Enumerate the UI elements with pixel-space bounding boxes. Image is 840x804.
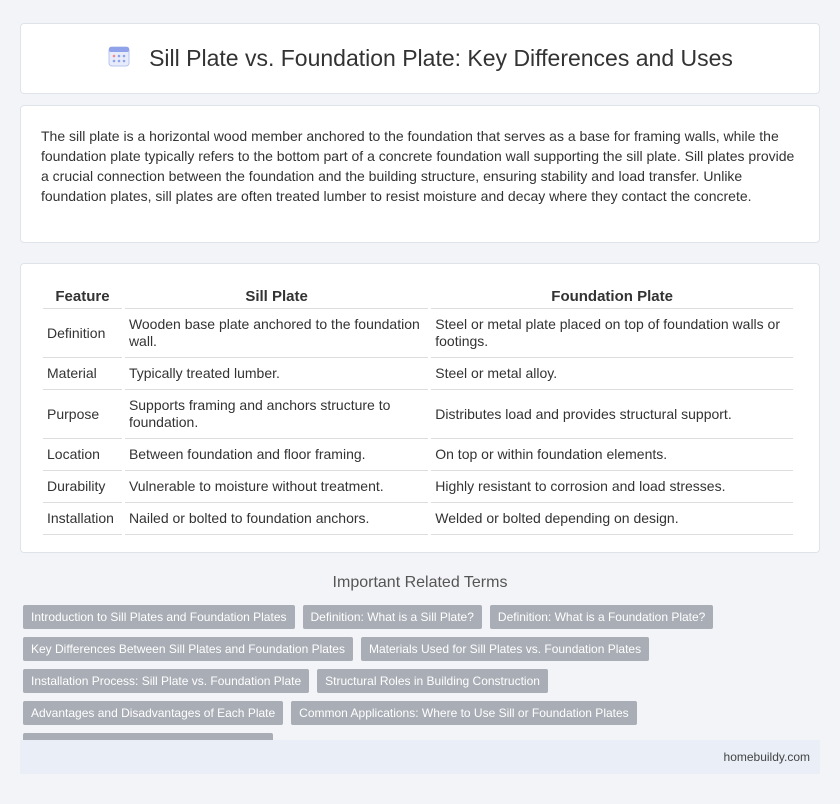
title-wrap <box>107 44 733 73</box>
table-card <box>20 263 820 553</box>
table-header-row <box>43 286 793 309</box>
row-sill-plate: Wooden base plate anchored to the foundation wall. <box>125 309 428 358</box>
header-foundation-plate: Foundation Plate <box>431 286 793 309</box>
related-tag[interactable]: Advantages and Disadvantages of Each Plate <box>23 701 283 725</box>
table-row <box>43 309 793 358</box>
table-row <box>43 390 793 439</box>
table-row <box>43 471 793 503</box>
row-foundation-plate: Welded or bolted depending on design. <box>431 503 793 535</box>
row-feature: Purpose <box>43 390 122 439</box>
row-feature: Material <box>43 358 122 390</box>
calendar-icon <box>107 44 131 73</box>
header-feature: Feature <box>43 286 122 309</box>
table-row <box>43 503 793 535</box>
row-feature: Location <box>43 439 122 471</box>
related-tag[interactable]: Materials Used for Sill Plates vs. Foundation Plates <box>361 637 649 661</box>
row-sill-plate: Nailed or bolted to foundation anchors. <box>125 503 428 535</box>
table-row <box>43 358 793 390</box>
row-sill-plate: Supports framing and anchors structure to foundation. <box>125 390 428 439</box>
row-sill-plate: Vulnerable to moisture without treatment. <box>125 471 428 503</box>
footer <box>20 740 820 774</box>
row-sill-plate: Typically treated lumber. <box>125 358 428 390</box>
row-feature: Installation <box>43 503 122 535</box>
related-tag[interactable]: Structural Roles in Building Construction <box>317 669 548 693</box>
row-foundation-plate: Steel or metal plate placed on top of foundation walls or footings. <box>431 309 793 358</box>
row-feature: Definition <box>43 309 122 358</box>
row-feature: Durability <box>43 471 122 503</box>
row-foundation-plate: Distributes load and provides structural support. <box>431 390 793 439</box>
comparison-table <box>40 286 796 535</box>
related-tag[interactable]: Introduction to Sill Plates and Foundation Plates <box>23 605 295 629</box>
table-row <box>43 439 793 471</box>
intro-text: The sill plate is a horizontal wood member anchored to the foundation that serves as a base for framing walls, while the foundation plate typically refers to the bottom part of a concrete foundation wall supporting the sill plate. Sill plates provide a crucial connection between the foundation and the building structure, ensuring stability and load transfer. Unlike foundation plates, sill plates are often treated lumber to resist moisture and decay where they contact the concrete. <box>41 128 795 204</box>
header-sill-plate: Sill Plate <box>125 286 428 309</box>
page-title: Sill Plate vs. Foundation Plate: Key Differences and Uses <box>149 45 733 71</box>
related-terms-title: Important Related Terms <box>332 574 508 591</box>
row-sill-plate: Between foundation and floor framing. <box>125 439 428 471</box>
related-tag[interactable]: Installation Process: Sill Plate vs. Foundation Plate <box>23 669 309 693</box>
intro-card <box>20 105 820 243</box>
related-tag[interactable]: Common Applications: Where to Use Sill or Foundation Plates <box>291 701 637 725</box>
row-foundation-plate: Steel or metal alloy. <box>431 358 793 390</box>
row-foundation-plate: Highly resistant to corrosion and load stresses. <box>431 471 793 503</box>
related-tag[interactable]: Definition: What is a Sill Plate? <box>303 605 482 629</box>
related-tag[interactable]: Definition: What is a Foundation Plate? <box>490 605 713 629</box>
footer-site[interactable]: homebuildy.com <box>723 750 810 764</box>
header-card <box>20 23 820 94</box>
related-tag[interactable]: Key Differences Between Sill Plates and Foundation Plates <box>23 637 353 661</box>
row-foundation-plate: On top or within foundation elements. <box>431 439 793 471</box>
